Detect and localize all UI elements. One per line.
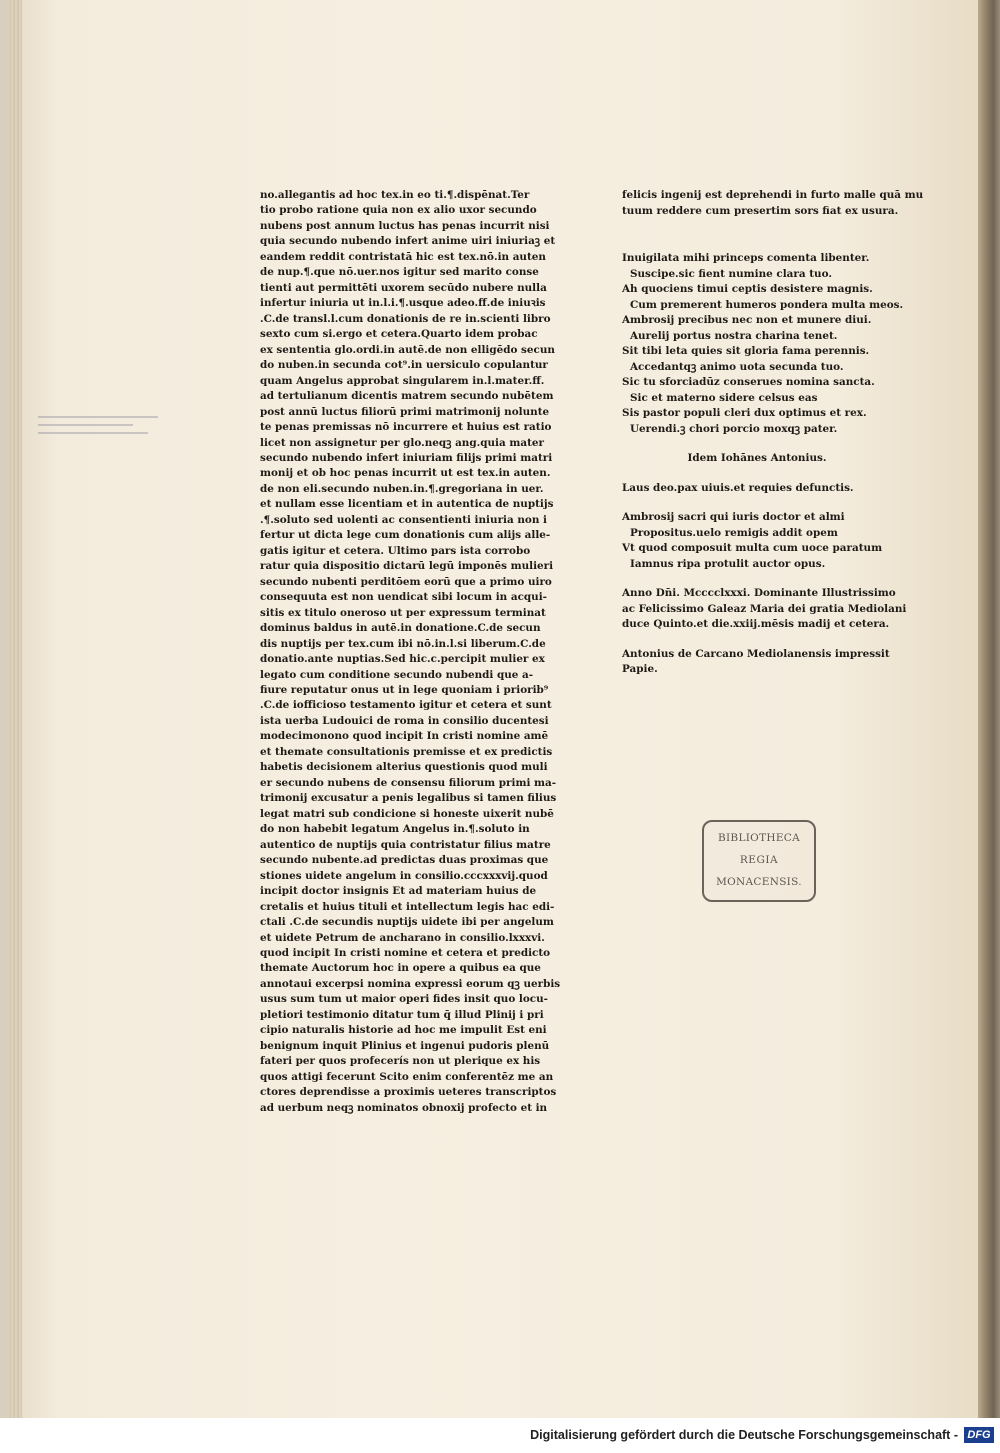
text-line: no.allegantis ad hoc tex.in eo ti.¶.dispēnat.Ter xyxy=(260,189,530,201)
text-line: consequuta est non uendicat sibi locum in acqui- xyxy=(260,591,547,604)
text-line: ratur quia dispositio dictarū legū imponēs mulieri xyxy=(260,560,554,573)
epigram xyxy=(622,510,892,572)
text-line: fiure reputatur onus ut in lege quoniam i priorib⁹ xyxy=(260,684,549,696)
text-line: donatio.ante nuptias.Sed hic.c.percipit mulier ex xyxy=(260,653,545,666)
text-line: do non habebit legatum Angelus in.¶.soluto in xyxy=(260,823,530,836)
text-line: cretalis et huius tituli et intellectum legis hac edi- xyxy=(260,900,555,913)
text-line: secundo nubente.ad predictas duas proximas que xyxy=(260,854,549,867)
text-line: .C.de iofficioso testamento igitur et cetera et sunt xyxy=(260,699,552,712)
text-line: .C.de transl.l.cum donationis de re in.scienti libro xyxy=(260,312,551,325)
right-text-column xyxy=(622,188,924,678)
text-line: secundo nubendo infert iniuriam filijs primi matri xyxy=(260,451,553,464)
poem-line: Inuigilata mihi princeps comenta libenter. xyxy=(622,252,870,264)
text-line: modecimonono quod incipit In cristi nomine amē xyxy=(260,730,549,743)
text-line: incipit doctor insignis Et ad materiam huius de xyxy=(260,885,537,898)
text-line: ista uerba Ludouici de roma in consilio ducentesi xyxy=(260,714,549,727)
stamp-line-3: MONACENSIS. xyxy=(716,876,802,888)
text-line: monij et ob hoc penas incurrit ut est tex.in auten. xyxy=(260,467,551,480)
poem-line: Suscipe.sic fient numine clara tuo. xyxy=(630,267,832,280)
printer-line: Papie. xyxy=(622,663,658,675)
text-line: quod incipit In cristi nomine et cetera et predicto xyxy=(260,946,551,959)
closing-lines xyxy=(622,188,924,219)
poem-line: Sis pastor populi cleri dux optimus et rex. xyxy=(622,407,867,419)
text-line: do nuben.in secunda cot⁹.in uersiculo copulantur xyxy=(260,359,548,372)
text-line: autentico de nuptijs quia contristatur filius matre xyxy=(260,838,551,851)
text-line: et uidete Petrum de ancharano in consilio.lxxxvi. xyxy=(260,931,545,944)
faded-marginal-note xyxy=(38,410,178,450)
text-line: felicis ingenij est deprehendi in furto malle quā mu xyxy=(622,189,924,201)
dedication-poem xyxy=(622,251,904,437)
text-line: tuum reddere cum presertim sors fiat ex usura. xyxy=(622,204,899,217)
left-text-column xyxy=(260,188,561,1116)
text-line: trimonij excusatur a penis legalibus si tamen filius xyxy=(260,792,557,805)
poem-line: Sic tu sforciadūz conserues nomina sancta. xyxy=(622,376,875,388)
poem-line: Sit tibi leta quies sit gloria fama perennis. xyxy=(622,345,870,357)
stamp-line-2: REGIA xyxy=(739,854,779,866)
stamp-line-1: BIBLIOTHECA xyxy=(717,832,801,844)
funding-notice: Digitalisierung gefördert durch die Deutsche Forschungsgemeinschaft - xyxy=(530,1428,958,1442)
epigram-line: Propositus.uelo remigis addit opem xyxy=(630,526,838,539)
text-line: de non eli.secundo nuben.in.¶.gregoriana in uer. xyxy=(260,482,544,495)
footer-bar xyxy=(0,1418,1000,1453)
poem-line: Aurelij portus nostra charina tenet. xyxy=(630,329,838,342)
printer-line xyxy=(622,647,892,678)
text-line: et thematе consultationis premisse et ex predictis xyxy=(260,745,553,758)
text-line: et nullam esse licentiam et in autentica de nuptijs xyxy=(260,498,554,511)
text-line: sitis ex titulo oneroso ut per expressum terminat xyxy=(260,606,546,619)
text-line: annotaui excerpsi nomina expressi eorum qꝫ uerbis xyxy=(260,977,561,990)
text-line: usus sum tum ut maior operi fides insit quo locu- xyxy=(260,993,548,1006)
text-line: habetis decisionem alterius questionis quod muli xyxy=(260,761,548,774)
poem-line: Ambrosij precibus nec non et munere diui. xyxy=(622,314,872,326)
text-line: de nup.¶.que nō.uer.nos igitur sed marito conse xyxy=(260,266,539,279)
text-line: tio probo ratione quia non ex alio uxor secundo xyxy=(260,204,537,217)
text-line: cipio naturalis historie ad hoc me impulit Est eni xyxy=(260,1024,547,1037)
epigram-line: Iamnus ripa protulit auctor opus. xyxy=(630,557,826,570)
epigram-line: Vt quod composuit multa cum uocе paratum xyxy=(622,542,883,554)
text-line: stiones uidete angelum in consilio.cccxxxvij.quod xyxy=(260,869,548,882)
text-line: sexto cum si.ergo et cetera.Quarto idem probac xyxy=(260,328,538,341)
poem-line: Cum premerent humeros pondera multa meos. xyxy=(630,298,904,311)
text-line: quia secundo nubendo infert anime uiri iniuriaꝫ et xyxy=(260,235,556,248)
colophon-line: Anno Dn̄i. Mcccclxxxi. Dominante Illustrissimo xyxy=(622,587,896,599)
text-line: eandem reddit contristatā hic est tex.nō.in auten xyxy=(260,250,546,263)
text-line: fateri per quos profecerís non ut plerique ex his xyxy=(260,1055,541,1068)
dfg-logo: DFG xyxy=(964,1427,994,1443)
text-line: infertur iniuria ut in.l.i.¶.usque adeo.ff.de iniuꝛis xyxy=(260,297,546,310)
text-line: quos attigi fecerunt Scito enim conferentēz me an xyxy=(260,1070,554,1083)
text-line: ad uerbum neqꝫ nominatos obnoxij profecto et in xyxy=(260,1101,548,1114)
text-line: ctali .C.de secundis nuptijs uidete ibi per angelum xyxy=(260,916,554,929)
text-line: quam Angelus approbat singularem in.l.mater.ff. xyxy=(260,374,545,387)
text-line: benignum inquit Plinius et ingenui pudoris plenū xyxy=(260,1039,550,1052)
text-line: nubens post annum luctus has penas incurrit nisi xyxy=(260,219,550,232)
text-line: pletiori testimonio ditatur tum q̄ illud Plinij i pri xyxy=(260,1008,544,1021)
laus-line: Laus deo.pax uiuis.et requies defunctis. xyxy=(622,481,854,494)
text-line: ex sententia glo.ordi.in autē.de non elligēdo secun xyxy=(260,343,555,356)
text-line: secundo nubenti perditōem eorū que a primo uiro xyxy=(260,575,552,588)
library-stamp xyxy=(702,820,816,902)
page-edge xyxy=(10,0,22,1418)
text-line: te penas premissas nō incurrere et huius est ratio xyxy=(260,421,552,434)
text-line: fertur ut dicta lege cum donationis cum alijs alle- xyxy=(260,529,551,542)
book-page xyxy=(10,0,978,1418)
book-spine xyxy=(978,0,1000,1418)
text-line: ad tertulianum dicentis matrem secundo nubētem xyxy=(260,390,554,403)
text-line: dis nuptijs per tex.cum ibi nō.in.l.si liberum.C.de xyxy=(260,637,546,650)
text-line: post annū luctus filiorū primi matrimonij nolunte xyxy=(260,405,550,418)
poem-line: Accedantqꝫ animo uota secunda tuo. xyxy=(630,360,844,373)
text-line: dominus baldus in autē.in donatione.C.de secun xyxy=(260,622,541,635)
text-line: tienti aut permittēti uxorem secūdo nubere nulla xyxy=(260,281,547,294)
text-line: themate Auctorum hoc in opere a quibus ea que xyxy=(260,962,541,975)
colophon-line: ac Felicissimo Galeaz Maria dei gratia Mediolani xyxy=(622,602,907,615)
poem-author: Idem Iohānes Antonius. xyxy=(687,452,827,464)
text-line: legat matri sub condicione si honeste uixerit nubē xyxy=(260,807,554,820)
text-line: er secundo nubens de consensu filiorum primi ma- xyxy=(260,776,557,789)
poem-line: Sic et materno sidere celsus eas xyxy=(630,391,818,404)
text-line: ctores deprendisse a proximis ueteres transcriptos xyxy=(260,1086,557,1099)
colophon-line: duce Quinto.et die.xxiij.mēsis madij et cetera. xyxy=(622,618,890,630)
poem-line: Ah quociens timui ceptis desistere magnis. xyxy=(622,283,873,295)
colophon xyxy=(622,586,907,633)
epigram-line: Ambrosij sacri qui iuris doctor et almi xyxy=(622,511,845,523)
text-line: legato cum conditione secundo nubendi que a- xyxy=(260,668,534,681)
text-line: .¶.soluto sed uolenti ac consentienti iniuria non i xyxy=(260,513,547,526)
text-line: gatis igitur et cetera. Ultimo pars ista corrobo xyxy=(260,544,531,557)
text-line: licet non assignetur per glo.neqꝫ ang.quia mater xyxy=(260,436,544,449)
poem-line: Uerendi.ꝫ chori porcio moxqꝫ pater. xyxy=(630,422,838,435)
printer-line: Antonius de Carcano Mediolanensis impressit xyxy=(622,647,890,660)
